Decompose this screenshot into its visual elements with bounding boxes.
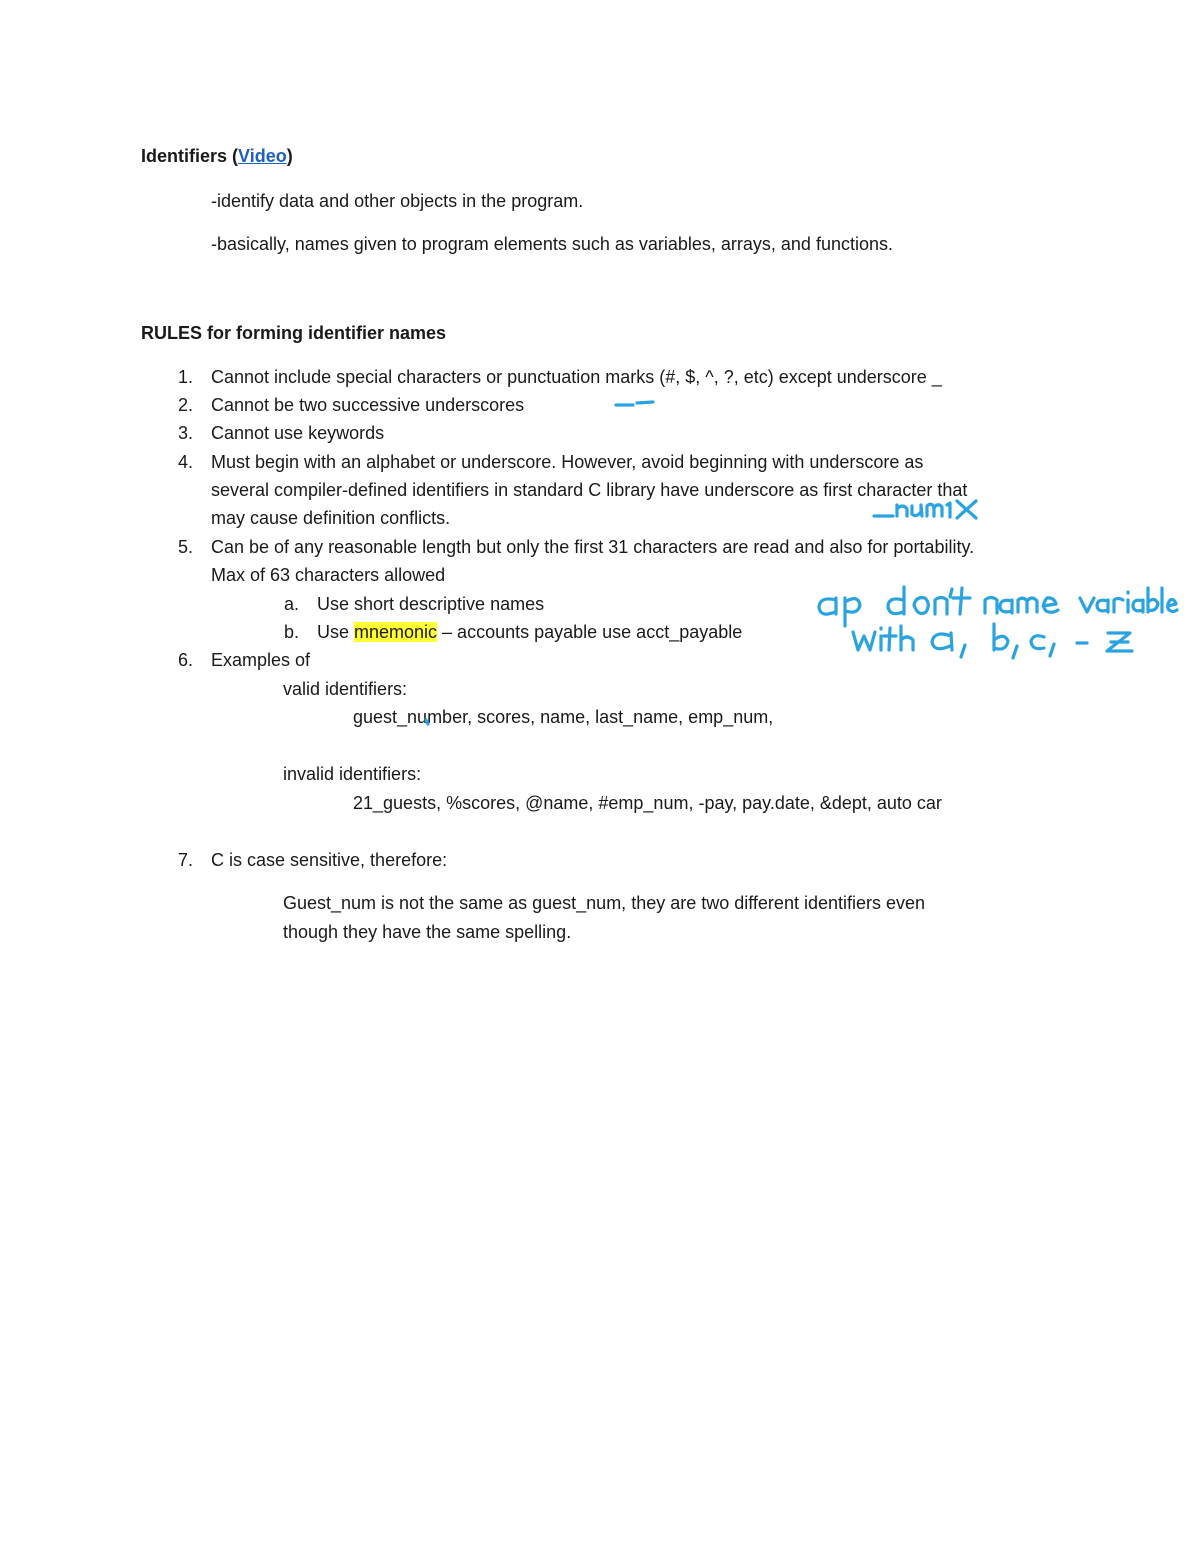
invalid-identifiers-list: 21_guests, %scores, @name, #emp_num, -pay, pay.date, &dept, auto car: [353, 793, 942, 813]
rule-4-line-1: Must begin with an alphabet or underscore. However, avoid beginning with underscore as: [211, 452, 924, 472]
heading-open-paren: (: [227, 146, 239, 166]
rule-number-1: 1.: [177, 367, 193, 387]
case-note-line-2: though they have the same spelling.: [283, 922, 572, 942]
ink-variables-note-line-1: [819, 587, 1177, 626]
rule-6-text: Examples of: [211, 650, 311, 670]
rule-number-7: 7.: [177, 850, 193, 870]
rule-number-2: 2.: [177, 395, 193, 415]
rule-4-line-2: several compiler-defined identifiers in standard C library have underscore as first character that: [211, 480, 968, 500]
ink-num-note: [874, 501, 976, 518]
ink-variables-note-line-2: [853, 624, 1132, 658]
invalid-identifiers-label: invalid identifiers:: [283, 764, 422, 784]
rule-number-6: 6.: [177, 650, 193, 670]
sub-item-a-text: Use short descriptive names: [317, 594, 545, 614]
rule-3-text: Cannot use keywords: [211, 423, 385, 443]
rule-5-line-2: Max of 63 characters allowed: [211, 565, 446, 585]
sub-item-letter-b: b.: [283, 622, 299, 642]
ink-underscore-mark: [616, 402, 653, 405]
sub-item-b-prefix: Use: [317, 622, 355, 642]
video-link[interactable]: Video: [238, 146, 287, 166]
heading-title: Identifiers: [141, 146, 228, 166]
rule-number-3: 3.: [177, 423, 193, 443]
intro-line-1: -identify data and other objects in the program.: [211, 191, 584, 211]
rule-number-5: 5.: [177, 537, 193, 557]
case-note-line-1: Guest_num is not the same as guest_num, they are two different identifiers even: [283, 893, 926, 913]
rules-heading: RULES for forming identifier names: [141, 323, 447, 343]
rule-2-text: Cannot be two successive underscores: [211, 395, 525, 415]
highlighted-term: mnemonic: [354, 622, 438, 642]
rule-number-4: 4.: [177, 452, 193, 472]
sub-item-letter-a: a.: [283, 594, 299, 614]
heading-close-paren: ): [286, 146, 293, 166]
rule-5-line-1: Can be of any reasonable length but only the first 31 characters are read and also for portability.: [211, 537, 975, 557]
intro-line-2: -basically, names given to program elements such as variables, arrays, and functions.: [211, 234, 893, 254]
rule-4-line-3: may cause definition conflicts.: [211, 508, 451, 528]
valid-identifiers-label: valid identifiers:: [283, 679, 408, 699]
valid-identifiers-list: guest_number, scores, name, last_name, emp_num,: [353, 707, 774, 727]
section-heading: [141, 144, 293, 168]
sub-item-b-suffix: – accounts payable use acct_payable: [437, 622, 743, 642]
rule-1-text: Cannot include special characters or punctuation marks (#, $, ^, ?, etc) except underscore _: [211, 367, 942, 387]
sub-item-b-text: [317, 620, 742, 644]
rule-7-text: C is case sensitive, therefore:: [211, 850, 448, 870]
